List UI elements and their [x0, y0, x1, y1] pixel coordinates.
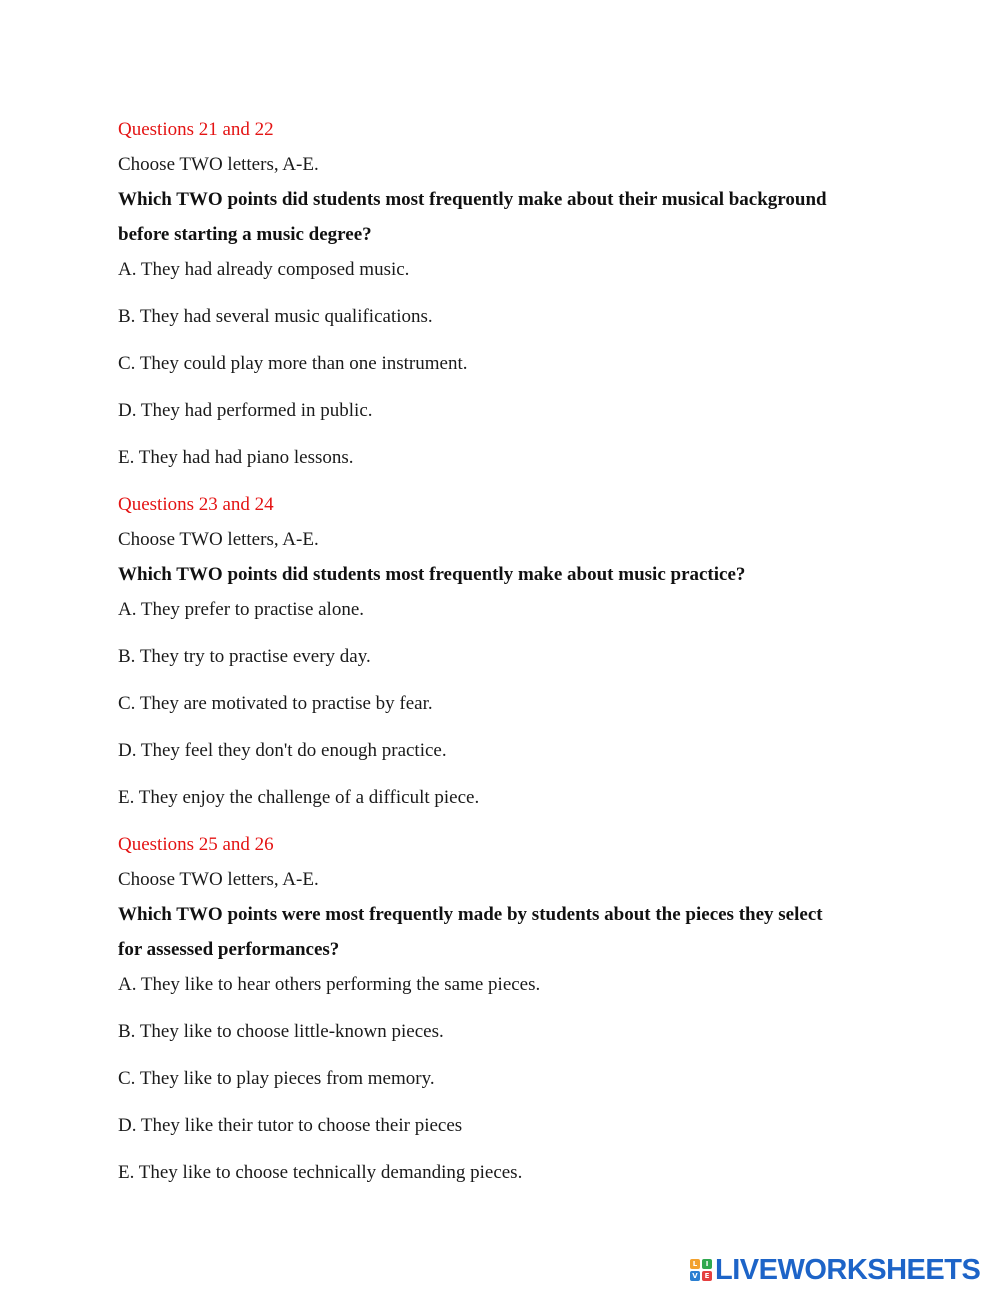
option-item[interactable]: A. They like to hear others performing the same pieces.: [118, 974, 541, 995]
question-instruction: Choose TWO letters, A-E.: [118, 529, 319, 550]
question-group-23-24: [118, 487, 918, 815]
question-group-21-22: [118, 112, 918, 475]
option-item[interactable]: E. They had had piano lessons.: [118, 447, 354, 468]
option-item[interactable]: B. They try to practise every day.: [118, 646, 371, 667]
logo-mark-square: V: [690, 1271, 700, 1281]
question-prompt-line: for assessed performances?: [118, 939, 340, 960]
option-list: [118, 252, 918, 475]
liveworksheets-mark-icon: [690, 1259, 712, 1281]
logo-mark-square: L: [690, 1259, 700, 1269]
question-instruction: Choose TWO letters, A-E.: [118, 869, 319, 890]
option-item[interactable]: B. They had several music qualifications.: [118, 306, 433, 327]
option-item[interactable]: D. They had performed in public.: [118, 400, 373, 421]
option-item[interactable]: E. They like to choose technically demanding pieces.: [118, 1162, 523, 1183]
logo-mark-square: I: [702, 1259, 712, 1269]
worksheet-page: [118, 112, 918, 1202]
question-prompt-line: before starting a music degree?: [118, 224, 372, 245]
logo-wordmark: LIVEWORKSHEETS: [715, 1253, 981, 1286]
question-prompt-line: Which TWO points did students most frequently make about music practice?: [118, 564, 746, 585]
question-heading: Questions 23 and 24: [118, 494, 274, 515]
option-item[interactable]: A. They prefer to practise alone.: [118, 599, 365, 620]
liveworksheets-logo: [690, 1253, 980, 1287]
logo-mark-square: E: [702, 1271, 712, 1281]
option-list: [118, 967, 918, 1190]
question-prompt-line: Which TWO points did students most frequently make about their musical background: [118, 189, 827, 210]
option-item[interactable]: A. They had already composed music.: [118, 259, 410, 280]
question-instruction: Choose TWO letters, A-E.: [118, 154, 319, 175]
question-group-25-26: [118, 827, 918, 1190]
option-item[interactable]: C. They could play more than one instrument.: [118, 353, 468, 374]
question-prompt-line: Which TWO points were most frequently made by students about the pieces they select: [118, 904, 823, 925]
option-item[interactable]: B. They like to choose little-known pieces.: [118, 1021, 444, 1042]
question-heading: Questions 25 and 26: [118, 834, 274, 855]
option-item[interactable]: C. They like to play pieces from memory.: [118, 1068, 435, 1089]
option-item[interactable]: E. They enjoy the challenge of a difficult piece.: [118, 787, 480, 808]
question-heading: Questions 21 and 22: [118, 119, 274, 140]
option-item[interactable]: D. They like their tutor to choose their pieces: [118, 1115, 463, 1136]
option-list: [118, 592, 918, 815]
option-item[interactable]: C. They are motivated to practise by fear.: [118, 693, 433, 714]
option-item[interactable]: D. They feel they don't do enough practice.: [118, 740, 447, 761]
